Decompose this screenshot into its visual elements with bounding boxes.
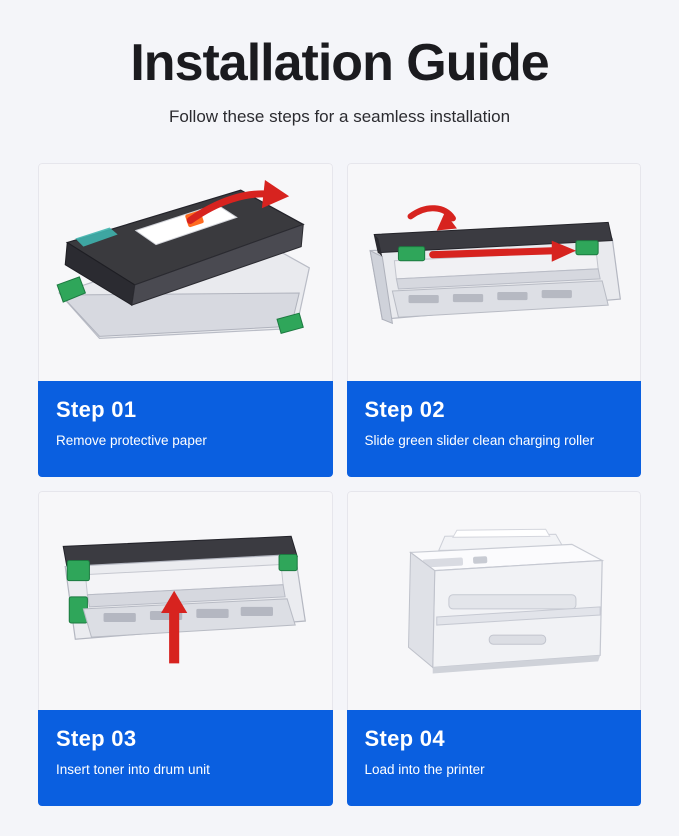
step-4-label: Step 04 xyxy=(364,726,445,751)
step-1-label: Step 01 xyxy=(56,397,137,423)
step-4-description: Load into the printer xyxy=(364,762,485,777)
step-2-caption xyxy=(347,381,642,477)
step-4-image xyxy=(347,491,642,710)
step-card-3 xyxy=(38,491,333,806)
step-card-4 xyxy=(347,491,642,806)
laser-printer-illustration xyxy=(348,492,641,710)
step-card-2 xyxy=(347,163,642,478)
step-2-image xyxy=(347,163,642,382)
step-1-image xyxy=(38,163,333,382)
step-3-description: Insert toner into drum unit xyxy=(56,762,210,777)
step-4-caption xyxy=(347,710,642,806)
drum-unit-insert-toner-illustration xyxy=(39,492,332,710)
step-3-caption xyxy=(38,710,333,806)
step-2-description: Slide green slider clean charging roller xyxy=(364,433,595,449)
page-subtitle: Follow these steps for a seamless installation xyxy=(168,106,511,126)
drum-unit-remove-protective-paper-illustration xyxy=(39,164,332,382)
step-2-label: Step 02 xyxy=(364,397,445,423)
step-card-1 xyxy=(38,163,333,478)
step-1-caption xyxy=(38,381,333,477)
steps-grid xyxy=(38,163,641,806)
step-3-image xyxy=(38,491,333,710)
drum-unit-slide-green-slider-illustration xyxy=(348,164,641,382)
step-3-label: Step 03 xyxy=(56,726,137,751)
header xyxy=(38,30,641,127)
step-1-description: Remove protective paper xyxy=(56,433,207,449)
page-title: Installation Guide xyxy=(130,34,549,92)
